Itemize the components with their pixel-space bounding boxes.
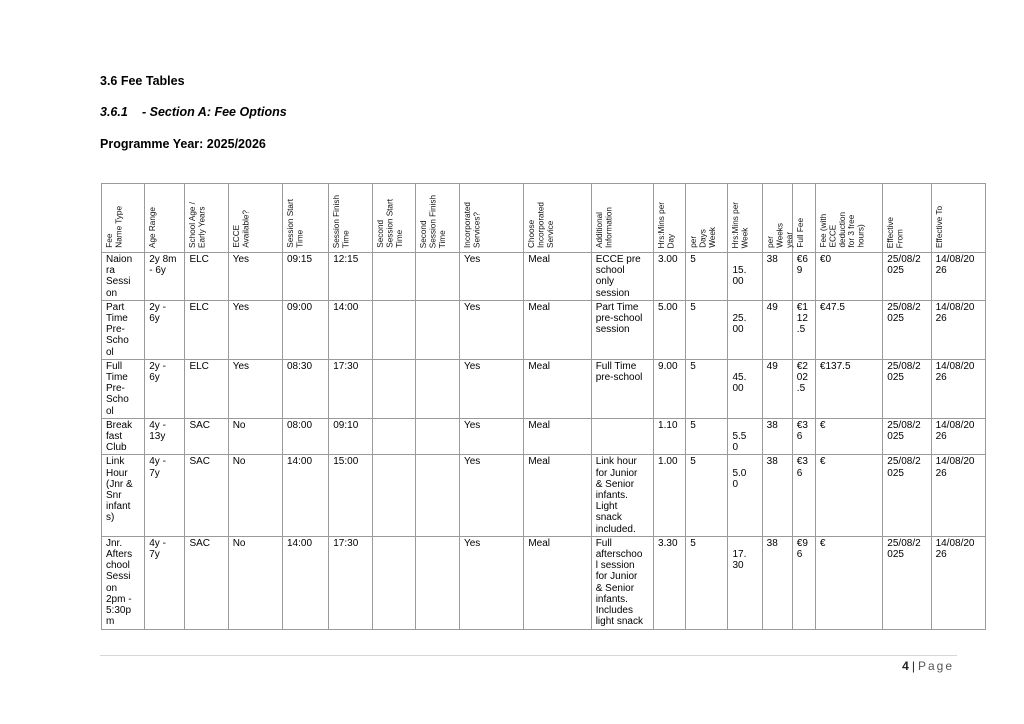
table-cell: Full afterschoo l session for Junior & Senior infants. Includes light snack xyxy=(591,536,653,629)
table-cell: 2y 8m - 6y xyxy=(145,253,185,301)
column-header xyxy=(654,184,686,253)
column-header-label: Full Fee xyxy=(795,218,805,248)
table-cell: 4y - 7y xyxy=(145,536,185,629)
table-cell: Yes xyxy=(228,359,282,418)
table-cell xyxy=(415,359,459,418)
table-cell: Yes xyxy=(459,536,523,629)
table-cell xyxy=(415,536,459,629)
table-cell xyxy=(373,536,415,629)
table-cell: 14/08/20 26 xyxy=(931,253,985,301)
subsection-heading xyxy=(100,105,287,119)
column-header xyxy=(815,184,882,253)
table-cell: 08:00 xyxy=(282,418,328,455)
table-cell xyxy=(415,418,459,455)
table-cell: 17. 30 xyxy=(728,536,762,629)
table-cell: Meal xyxy=(524,418,591,455)
table-cell: Yes xyxy=(459,455,523,536)
table-cell: ECCE pre school only session xyxy=(591,253,653,301)
table-cell: 12:15 xyxy=(329,253,373,301)
table-cell: 3.00 xyxy=(654,253,686,301)
table-cell: ELC xyxy=(185,300,228,359)
table-cell: 25/08/2 025 xyxy=(883,359,931,418)
table-cell: €6 9 xyxy=(792,253,815,301)
column-header xyxy=(686,184,728,253)
column-header xyxy=(228,184,282,253)
table-cell: 5.00 xyxy=(654,300,686,359)
table-cell: 14/08/20 26 xyxy=(931,300,985,359)
table-cell: Link Hour (Jnr & Snr infant s) xyxy=(102,455,145,536)
column-header xyxy=(931,184,985,253)
table-row xyxy=(102,418,986,455)
column-header-label: Second Session Start Time xyxy=(376,199,405,248)
table-cell: 49 xyxy=(762,359,792,418)
table-cell: No xyxy=(228,418,282,455)
column-header-label: Effective From xyxy=(886,216,905,248)
column-header-label: Session Finish Time xyxy=(332,194,351,248)
subsection-number: 3.6.1 xyxy=(100,105,128,119)
table-cell: 49 xyxy=(762,300,792,359)
table-cell: €47.5 xyxy=(815,300,882,359)
table-cell: No xyxy=(228,455,282,536)
table-cell: Yes xyxy=(459,300,523,359)
table-cell: SAC xyxy=(185,455,228,536)
table-cell: 5.5 0 xyxy=(728,418,762,455)
table-cell: 38 xyxy=(762,455,792,536)
table-cell: 25/08/2 025 xyxy=(883,253,931,301)
table-cell: 09:00 xyxy=(282,300,328,359)
table-cell: 2y - 6y xyxy=(145,359,185,418)
table-cell: No xyxy=(228,536,282,629)
column-header xyxy=(185,184,228,253)
table-cell: 25/08/2 025 xyxy=(883,536,931,629)
column-header xyxy=(329,184,373,253)
column-header xyxy=(883,184,931,253)
table-cell: €3 6 xyxy=(792,455,815,536)
table-cell: €2 02 .5 xyxy=(792,359,815,418)
column-header-label: Additional Information xyxy=(594,207,614,248)
column-header xyxy=(524,184,591,253)
column-header-label: Fee (with ECCE deduction for 3 free hours) xyxy=(818,212,866,248)
column-header-label: Choose Incorporated Service xyxy=(527,202,556,248)
table-cell: 4y - 7y xyxy=(145,455,185,536)
section-heading: 3.6 Fee Tables xyxy=(100,74,185,88)
column-header xyxy=(762,184,792,253)
table-cell xyxy=(415,253,459,301)
table-cell: €137.5 xyxy=(815,359,882,418)
table-cell: Yes xyxy=(459,418,523,455)
table-cell: Part Time Pre- Scho ol xyxy=(102,300,145,359)
table-cell: €1 12 .5 xyxy=(792,300,815,359)
table-cell: 15:00 xyxy=(329,455,373,536)
table-cell: 38 xyxy=(762,418,792,455)
table-cell: 14:00 xyxy=(282,455,328,536)
column-header-label: Session Start Time xyxy=(285,199,305,248)
table-cell: 5.0 0 xyxy=(728,455,762,536)
table-cell: 38 xyxy=(762,536,792,629)
table-cell: 14/08/20 26 xyxy=(931,418,985,455)
page-footer xyxy=(902,659,954,673)
table-cell: 5 xyxy=(686,300,728,359)
table-cell: SAC xyxy=(185,418,228,455)
table-cell xyxy=(373,253,415,301)
table-cell: Jnr. Afters chool Sessi on 2pm - 5:30p m xyxy=(102,536,145,629)
table-cell: 5 xyxy=(686,536,728,629)
table-cell: 25/08/2 025 xyxy=(883,418,931,455)
column-header xyxy=(102,184,145,253)
table-cell xyxy=(591,418,653,455)
table-cell xyxy=(415,300,459,359)
column-header-label: Second Session Finish Time xyxy=(418,194,447,248)
table-cell: Meal xyxy=(524,300,591,359)
table-cell: 1.00 xyxy=(654,455,686,536)
table-cell: 5 xyxy=(686,253,728,301)
table-cell: 14:00 xyxy=(329,300,373,359)
column-header xyxy=(591,184,653,253)
column-header-label: Fee Name Type xyxy=(105,206,124,248)
table-cell: Part Time pre-school session xyxy=(591,300,653,359)
table-cell: Yes xyxy=(459,359,523,418)
table-cell xyxy=(373,418,415,455)
table-cell: 17:30 xyxy=(329,536,373,629)
column-header-label: Hrs:Mins per Week xyxy=(731,201,750,248)
table-cell: 14/08/20 26 xyxy=(931,536,985,629)
column-header-label: School Age / Early Years xyxy=(188,202,207,248)
table-cell: €3 6 xyxy=(792,418,815,455)
subsection-title: - Section A: Fee Options xyxy=(142,105,287,119)
table-cell: Naion ra Sessi on xyxy=(102,253,145,301)
fee-table xyxy=(101,183,986,630)
table-cell: Full Time Pre- Scho ol xyxy=(102,359,145,418)
column-header-label: Age Range xyxy=(148,207,158,248)
table-cell: 2y - 6y xyxy=(145,300,185,359)
programme-year: Programme Year: 2025/2026 xyxy=(100,137,266,151)
table-cell xyxy=(373,300,415,359)
column-header xyxy=(459,184,523,253)
table-cell: €0 xyxy=(815,253,882,301)
table-cell: 38 xyxy=(762,253,792,301)
table-cell xyxy=(373,359,415,418)
table-cell: € xyxy=(815,418,882,455)
table-cell: 5 xyxy=(686,455,728,536)
table-cell: € xyxy=(815,536,882,629)
table-cell: Yes xyxy=(459,253,523,301)
table-cell: 14/08/20 26 xyxy=(931,455,985,536)
table-cell: 14/08/20 26 xyxy=(931,359,985,418)
table-cell: 5 xyxy=(686,359,728,418)
table-cell xyxy=(415,455,459,536)
column-header-label: per Days Week xyxy=(689,227,718,248)
table-cell: 45. 00 xyxy=(728,359,762,418)
column-header xyxy=(282,184,328,253)
table-cell: Meal xyxy=(524,253,591,301)
table-row xyxy=(102,300,986,359)
table-cell: 25/08/2 025 xyxy=(883,300,931,359)
table-cell: Full Time pre-school xyxy=(591,359,653,418)
table-cell: Meal xyxy=(524,359,591,418)
table-cell: 09:15 xyxy=(282,253,328,301)
column-header xyxy=(792,184,815,253)
footer-divider xyxy=(100,655,957,656)
column-header-label: per Weeks year xyxy=(765,223,794,248)
table-cell: ELC xyxy=(185,253,228,301)
table-cell xyxy=(373,455,415,536)
column-header xyxy=(415,184,459,253)
table-cell: 4y - 13y xyxy=(145,418,185,455)
table-cell: €9 6 xyxy=(792,536,815,629)
table-row xyxy=(102,536,986,629)
footer-separator: | xyxy=(911,659,915,673)
table-cell: 17:30 xyxy=(329,359,373,418)
table-cell: Meal xyxy=(524,455,591,536)
table-cell: 14:00 xyxy=(282,536,328,629)
table-header-row xyxy=(102,184,986,253)
table-cell: 5 xyxy=(686,418,728,455)
table-cell: Break fast Club xyxy=(102,418,145,455)
table-row xyxy=(102,359,986,418)
table-cell: Yes xyxy=(228,300,282,359)
column-header-label: Incorporated Services? xyxy=(462,202,482,248)
table-cell: 3.30 xyxy=(654,536,686,629)
column-header xyxy=(145,184,185,253)
column-header-label: ECCE Available? xyxy=(231,210,251,248)
page-label: Page xyxy=(917,659,954,673)
table-cell: 08:30 xyxy=(282,359,328,418)
table-cell: 9.00 xyxy=(654,359,686,418)
table-cell: Link hour for Junior & Senior infants. Light snack included. xyxy=(591,455,653,536)
column-header-label: Hrs:Mins per Day xyxy=(657,201,676,248)
table-cell: 25. 00 xyxy=(728,300,762,359)
table-cell: 1.10 xyxy=(654,418,686,455)
table-cell: € xyxy=(815,455,882,536)
table-cell: Yes xyxy=(228,253,282,301)
column-header-label: Effective To xyxy=(934,205,944,248)
page-number: 4 xyxy=(902,659,909,673)
table-cell: Meal xyxy=(524,536,591,629)
table-cell: 09:10 xyxy=(329,418,373,455)
table-row xyxy=(102,253,986,301)
table-row xyxy=(102,455,986,536)
column-header xyxy=(373,184,415,253)
table-cell: ELC xyxy=(185,359,228,418)
column-header xyxy=(728,184,762,253)
table-cell: 15. 00 xyxy=(728,253,762,301)
table-cell: SAC xyxy=(185,536,228,629)
table-cell: 25/08/2 025 xyxy=(883,455,931,536)
